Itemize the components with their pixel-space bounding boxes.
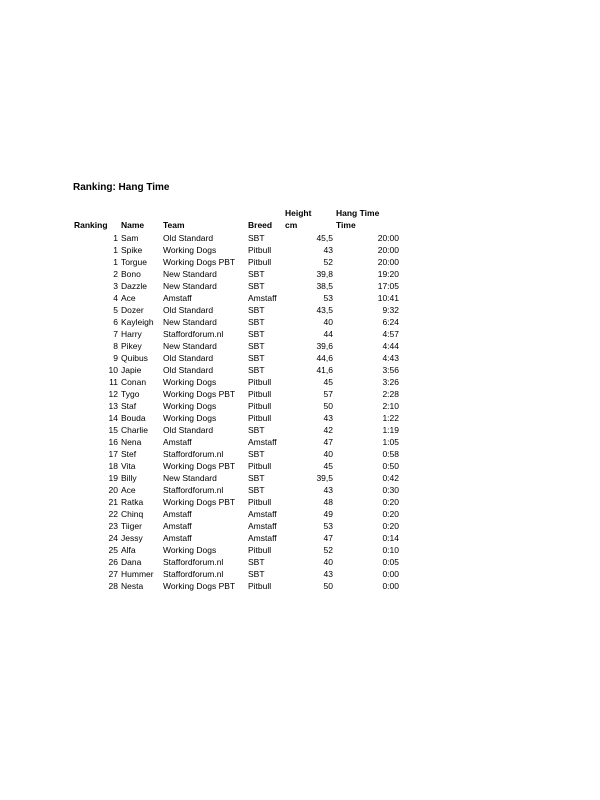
cell-height: 47 [323, 533, 333, 543]
table-row [71, 544, 399, 556]
cell-team: Working Dogs [163, 377, 217, 387]
cell-breed: SBT [248, 329, 265, 339]
cell-breed: SBT [248, 269, 265, 279]
cell-breed: SBT [248, 365, 265, 375]
cell-hang-time: 1:22 [382, 413, 399, 423]
column-header-ranking: Ranking [74, 220, 108, 230]
cell-breed: Pitbull [248, 581, 272, 591]
cell-height: 39,8 [316, 269, 333, 279]
cell-ranking: 6 [113, 317, 118, 327]
cell-dog-name: Billy [121, 473, 137, 483]
cell-hang-time: 9:32 [382, 305, 399, 315]
cell-hang-time: 6:24 [382, 317, 399, 327]
cell-height: 41,6 [316, 365, 333, 375]
cell-team: Staffordforum.nl [163, 557, 224, 567]
cell-hang-time: 20:00 [377, 245, 399, 255]
cell-ranking: 7 [113, 329, 118, 339]
cell-team: Working Dogs [163, 545, 217, 555]
cell-dog-name: Stef [121, 449, 137, 459]
cell-ranking: 18 [108, 461, 118, 471]
cell-ranking: 8 [113, 341, 118, 351]
cell-dog-name: Dana [121, 557, 142, 567]
table-row [71, 388, 399, 400]
cell-height: 39,6 [316, 341, 333, 351]
cell-hang-time: 0:50 [382, 461, 399, 471]
cell-hang-time: 20:00 [377, 257, 399, 267]
cell-hang-time: 17:05 [377, 281, 399, 291]
cell-breed: SBT [248, 425, 265, 435]
table-row [71, 532, 399, 544]
table-row [71, 232, 399, 244]
cell-breed: SBT [248, 485, 265, 495]
cell-ranking: 26 [108, 557, 118, 567]
cell-hang-time: 1:05 [382, 437, 399, 447]
cell-team: Amstaff [163, 509, 192, 519]
cell-breed: Pitbull [248, 401, 272, 411]
cell-height: 40 [323, 449, 333, 459]
cell-ranking: 3 [113, 281, 118, 291]
cell-height: 57 [323, 389, 333, 399]
cell-dog-name: Dazzle [121, 281, 147, 291]
cell-dog-name: Spike [121, 245, 143, 255]
cell-dog-name: Dozer [121, 305, 144, 315]
cell-ranking: 23 [108, 521, 118, 531]
cell-height: 43 [323, 245, 333, 255]
cell-hang-time: 0:42 [382, 473, 399, 483]
cell-dog-name: Nena [121, 437, 142, 447]
cell-hang-time: 2:10 [382, 401, 399, 411]
cell-team: New Standard [163, 269, 217, 279]
page-title: Ranking: Hang Time [73, 182, 170, 193]
cell-hang-time: 1:19 [382, 425, 399, 435]
cell-breed: SBT [248, 341, 265, 351]
table-row [71, 436, 399, 448]
cell-ranking: 5 [113, 305, 118, 315]
cell-ranking: 1 [113, 233, 118, 243]
cell-hang-time: 4:44 [382, 341, 399, 351]
cell-team: Working Dogs PBT [163, 581, 236, 591]
cell-breed: SBT [248, 305, 265, 315]
table-row [71, 280, 399, 292]
table-row [71, 484, 399, 496]
cell-dog-name: Bono [121, 269, 141, 279]
cell-ranking: 21 [108, 497, 118, 507]
cell-dog-name: Hummer [121, 569, 154, 579]
cell-hang-time: 0:20 [382, 497, 399, 507]
cell-ranking: 14 [108, 413, 118, 423]
cell-breed: Amstaff [248, 533, 277, 543]
cell-hang-time: 10:41 [377, 293, 399, 303]
column-header-breed: Breed [248, 220, 273, 230]
cell-ranking: 13 [108, 401, 118, 411]
cell-dog-name: Charlie [121, 425, 148, 435]
cell-height: 43 [323, 413, 333, 423]
cell-team: New Standard [163, 473, 217, 483]
cell-team: Working Dogs PBT [163, 497, 236, 507]
table-row [71, 292, 399, 304]
cell-hang-time: 3:56 [382, 365, 399, 375]
cell-dog-name: Pikey [121, 341, 142, 351]
cell-height: 40 [323, 317, 333, 327]
cell-hang-time: 0:00 [382, 569, 399, 579]
cell-team: New Standard [163, 341, 217, 351]
cell-breed: Amstaff [248, 521, 277, 531]
cell-breed: SBT [248, 233, 265, 243]
cell-dog-name: Bouda [121, 413, 146, 423]
table-row [71, 340, 399, 352]
cell-height: 39,5 [316, 473, 333, 483]
cell-dog-name: Conan [121, 377, 147, 387]
table-row [71, 568, 399, 580]
cell-ranking: 22 [108, 509, 118, 519]
ranking-table-body [71, 232, 399, 592]
column-header-hang-time: Hang Time Time [336, 208, 380, 230]
cell-team: Amstaff [163, 533, 192, 543]
cell-hang-time: 4:57 [382, 329, 399, 339]
cell-hang-time: 19:20 [377, 269, 399, 279]
cell-height: 50 [323, 581, 333, 591]
cell-hang-time: 0:30 [382, 485, 399, 495]
cell-team: Working Dogs PBT [163, 389, 236, 399]
cell-team: Working Dogs [163, 245, 217, 255]
table-row [71, 520, 399, 532]
cell-dog-name: Tygo [121, 389, 140, 399]
cell-team: Working Dogs PBT [163, 461, 236, 471]
cell-ranking: 16 [108, 437, 118, 447]
cell-dog-name: Tiiger [121, 521, 142, 531]
cell-height: 44 [323, 329, 333, 339]
cell-dog-name: Ace [121, 485, 136, 495]
table-row [71, 556, 399, 568]
cell-ranking: 2 [113, 269, 118, 279]
table-row [71, 412, 399, 424]
cell-team: New Standard [163, 281, 217, 291]
cell-breed: SBT [248, 569, 265, 579]
cell-hang-time: 4:43 [382, 353, 399, 363]
cell-team: Old Standard [163, 365, 214, 375]
cell-height: 53 [323, 293, 333, 303]
column-header-name: Name [121, 220, 145, 230]
cell-team: Working Dogs [163, 401, 217, 411]
header-row [71, 207, 399, 232]
cell-height: 48 [323, 497, 333, 507]
cell-ranking: 20 [108, 485, 118, 495]
cell-dog-name: Ace [121, 293, 136, 303]
cell-ranking: 12 [108, 389, 118, 399]
table-row [71, 256, 399, 268]
table-row [71, 316, 399, 328]
cell-team: Old Standard [163, 353, 214, 363]
cell-breed: Pitbull [248, 545, 272, 555]
cell-breed: Pitbull [248, 389, 272, 399]
table-row [71, 460, 399, 472]
cell-ranking: 17 [108, 449, 118, 459]
cell-team: Amstaff [163, 437, 192, 447]
cell-hang-time: 0:20 [382, 509, 399, 519]
cell-dog-name: Sam [121, 233, 139, 243]
cell-height: 40 [323, 557, 333, 567]
cell-height: 42 [323, 425, 333, 435]
table-row [71, 496, 399, 508]
ranking-table-header [71, 207, 399, 232]
cell-breed: SBT [248, 317, 265, 327]
cell-height: 45 [323, 461, 333, 471]
cell-breed: SBT [248, 473, 265, 483]
cell-dog-name: Harry [121, 329, 142, 339]
column-header-team: Team [163, 220, 185, 230]
cell-breed: SBT [248, 449, 265, 459]
cell-team: Amstaff [163, 293, 192, 303]
cell-hang-time: 2:28 [382, 389, 399, 399]
cell-height: 38,5 [316, 281, 333, 291]
table-row [71, 400, 399, 412]
cell-hang-time: 0:10 [382, 545, 399, 555]
cell-ranking: 9 [113, 353, 118, 363]
cell-dog-name: Ratka [121, 497, 144, 507]
cell-team: Staffordforum.nl [163, 569, 224, 579]
cell-team: Working Dogs PBT [163, 257, 236, 267]
cell-height: 49 [323, 509, 333, 519]
cell-ranking: 1 [113, 257, 118, 267]
table-row [71, 424, 399, 436]
cell-team: Working Dogs [163, 413, 217, 423]
cell-breed: Amstaff [248, 437, 277, 447]
table-row [71, 328, 399, 340]
cell-team: Staffordforum.nl [163, 449, 224, 459]
cell-ranking: 15 [108, 425, 118, 435]
cell-dog-name: Torgue [121, 257, 147, 267]
cell-breed: SBT [248, 353, 265, 363]
cell-height: 45,5 [316, 233, 333, 243]
cell-breed: Pitbull [248, 257, 272, 267]
cell-dog-name: Jessy [121, 533, 143, 543]
table-row [71, 376, 399, 388]
cell-hang-time: 0:05 [382, 557, 399, 567]
table-row [71, 472, 399, 484]
cell-dog-name: Japie [121, 365, 142, 375]
cell-ranking: 10 [108, 365, 118, 375]
cell-team: Staffordforum.nl [163, 485, 224, 495]
cell-height: 52 [323, 257, 333, 267]
cell-height: 43 [323, 485, 333, 495]
table-row [71, 352, 399, 364]
cell-dog-name: Quibus [121, 353, 148, 363]
cell-hang-time: 20:00 [377, 233, 399, 243]
cell-breed: SBT [248, 557, 265, 567]
cell-team: Staffordforum.nl [163, 329, 224, 339]
cell-hang-time: 0:00 [382, 581, 399, 591]
cell-ranking: 4 [113, 293, 118, 303]
cell-dog-name: Vita [121, 461, 136, 471]
table-row [71, 508, 399, 520]
cell-height: 50 [323, 401, 333, 411]
cell-height: 43 [323, 569, 333, 579]
cell-breed: Pitbull [248, 377, 272, 387]
cell-breed: Amstaff [248, 293, 277, 303]
cell-hang-time: 0:20 [382, 521, 399, 531]
table-row [71, 364, 399, 376]
cell-breed: Pitbull [248, 461, 272, 471]
cell-ranking: 24 [108, 533, 118, 543]
cell-breed: Pitbull [248, 413, 272, 423]
cell-ranking: 28 [108, 581, 118, 591]
cell-dog-name: Staf [121, 401, 137, 411]
cell-height: 52 [323, 545, 333, 555]
cell-hang-time: 0:14 [382, 533, 399, 543]
cell-dog-name: Alfa [121, 545, 136, 555]
table-row [71, 304, 399, 316]
cell-height: 44,6 [316, 353, 333, 363]
cell-ranking: 19 [108, 473, 118, 483]
cell-ranking: 11 [109, 377, 118, 387]
cell-height: 43,5 [316, 305, 333, 315]
column-header-height: Height cm [285, 208, 312, 230]
cell-ranking: 27 [108, 569, 118, 579]
cell-dog-name: Nesta [121, 581, 144, 591]
cell-height: 47 [323, 437, 333, 447]
cell-team: Old Standard [163, 425, 214, 435]
cell-dog-name: Kayleigh [121, 317, 154, 327]
cell-height: 53 [323, 521, 333, 531]
cell-team: Amstaff [163, 521, 192, 531]
cell-team: Old Standard [163, 233, 214, 243]
cell-breed: SBT [248, 281, 265, 291]
cell-breed: Pitbull [248, 497, 272, 507]
cell-ranking: 25 [108, 545, 118, 555]
cell-hang-time: 0:58 [382, 449, 399, 459]
cell-dog-name: Chinq [121, 509, 144, 519]
table-row [71, 268, 399, 280]
cell-breed: Pitbull [248, 245, 272, 255]
ranking-table [71, 207, 399, 592]
cell-ranking: 1 [113, 245, 118, 255]
table-row [71, 448, 399, 460]
table-row [71, 244, 399, 256]
table-row [71, 580, 399, 592]
cell-hang-time: 3:26 [382, 377, 399, 387]
cell-team: New Standard [163, 317, 217, 327]
cell-team: Old Standard [163, 305, 214, 315]
cell-height: 45 [323, 377, 333, 387]
cell-breed: Amstaff [248, 509, 277, 519]
